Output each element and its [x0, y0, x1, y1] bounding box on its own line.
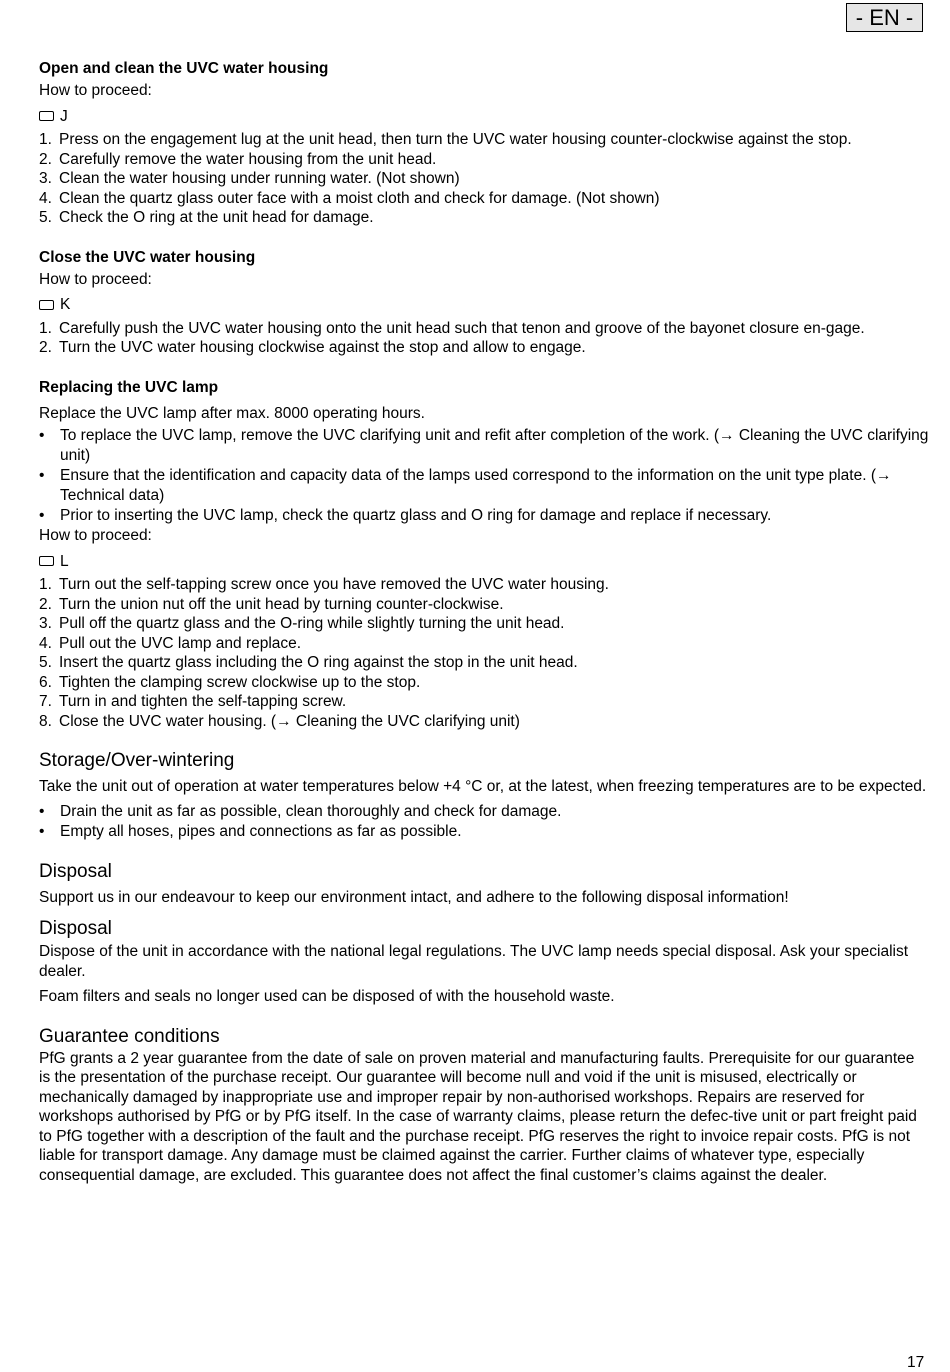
figure-icon	[39, 111, 54, 121]
list-item: • To replace the UVC lamp, remove the UVC clarifying unit and refit after completion of the work. (→ Cleaning the UVC clarifying unit)	[39, 427, 929, 464]
list-item: 2. Turn the union nut off the unit head by turning counter-clockwise.	[39, 595, 504, 613]
list-item: 4. Clean the quartz glass outer face with a moist cloth and check for damage. (Not shown)	[39, 189, 660, 207]
bullet-list	[39, 802, 929, 842]
section-guarantee	[39, 1025, 929, 1186]
steps-list	[39, 575, 929, 731]
heading: Guarantee conditions	[39, 1025, 220, 1047]
list-item: 7. Turn in and tighten the self-tapping screw.	[39, 693, 347, 710]
section-title: Close the UVC water housing	[39, 248, 256, 266]
heading: Disposal	[39, 860, 112, 882]
list-item: 2. Carefully remove the water housing from the unit head.	[39, 150, 437, 168]
section-open-clean	[39, 59, 929, 228]
body-text: Take the unit out of operation at water temperatures below +4 °C or, at the latest, when freezing temperatures are to be expected.	[39, 778, 927, 795]
figure-reference	[39, 107, 929, 127]
list-item: • Ensure that the identification and capacity data of the lamps used correspond to the information on the unit type plate. (→ Technical data)	[39, 467, 892, 504]
heading: Disposal	[39, 918, 112, 939]
page-number: 17	[907, 1354, 925, 1371]
section-title: Open and clean the UVC water housing	[39, 60, 329, 77]
section-replace-lamp	[39, 378, 929, 732]
language-badge: - EN -	[846, 3, 923, 32]
steps-list	[39, 130, 929, 228]
figure-reference	[39, 552, 929, 572]
section-disposal	[39, 860, 929, 908]
list-item: 1. Carefully push the UVC water housing onto the unit head such that tenon and groove of the bayonet closure en-gage.	[39, 319, 865, 337]
body-text: Dispose of the unit in accordance with the national legal regulations. The UVC lamp needs special disposal. Ask your specialist dealer.	[39, 943, 909, 980]
section-close-housing	[39, 248, 929, 358]
figure-letter: K	[60, 296, 71, 313]
figure-letter: J	[60, 107, 68, 125]
list-item: 3. Pull off the quartz glass and the O-ring while slightly turning the unit head.	[39, 615, 565, 632]
list-item: 6. Tighten the clamping screw clockwise up to the stop.	[39, 673, 421, 691]
how-to-proceed: How to proceed:	[39, 82, 152, 99]
steps-list	[39, 319, 929, 358]
list-item: 8. Close the UVC water housing. (→ Cleaning the UVC clarifying unit)	[39, 712, 520, 730]
list-item: • Empty all hoses, pipes and connections as far as possible.	[39, 822, 462, 840]
how-to-proceed: How to proceed:	[39, 527, 152, 544]
page-content	[39, 59, 929, 1185]
list-item: 4. Pull out the UVC lamp and replace.	[39, 634, 302, 652]
intro-text: Replace the UVC lamp after max. 8000 operating hours.	[39, 404, 425, 422]
body-text: Support us in our endeavour to keep our environment intact, and adhere to the following disposal information!	[39, 888, 789, 906]
list-item: 5. Check the O ring at the unit head for damage.	[39, 209, 374, 226]
list-item: 5. Insert the quartz glass including the O ring against the stop in the unit head.	[39, 654, 578, 671]
figure-icon	[39, 300, 54, 310]
heading: Storage/Over-wintering	[39, 750, 235, 771]
section-disposal-2	[39, 917, 929, 1007]
figure-icon	[39, 556, 54, 566]
figure-letter: L	[60, 552, 69, 570]
list-item: 2. Turn the UVC water housing clockwise against the stop and allow to engage.	[39, 339, 586, 356]
body-text: PfG grants a 2 year guarantee from the date of sale on proven material and manufacturing faults. Prerequisite for our guarantee is the presentation of the purchase receipt. Our guarantee will become null and void if the unit is misused, electrically or mechanically damaged by inappropriate use and improper repair by non-authorised workshops. Repairs are reserved for workshops authorised by PfG or by PfG itself. In the case of warranty claims, please return the defec-tive unit or part freight paid to PfG together with a description of the fault and the purchase receipt. PfG reserves the right to invoice repair costs. PfG is not liable for transport damage. Any damage must be claimed against the carrier. Further claims of whatever type, especially consequential damage, are excluded. This guarantee does not affect the final customer’s claims against the dealer.	[39, 1049, 917, 1184]
list-item: • Prior to inserting the UVC lamp, check the quartz glass and O ring for damage and replace if necessary.	[39, 507, 772, 524]
list-item: 1. Turn out the self-tapping screw once you have removed the UVC water housing.	[39, 576, 609, 593]
body-text: Foam filters and seals no longer used can be disposed of with the household waste.	[39, 988, 615, 1005]
section-title: Replacing the UVC lamp	[39, 378, 219, 396]
figure-reference	[39, 295, 929, 315]
list-item: 3. Clean the water housing under running water. (Not shown)	[39, 170, 460, 187]
bullet-list	[39, 426, 929, 526]
list-item: 1. Press on the engagement lug at the unit head, then turn the UVC water housing counter-clockwise against the stop.	[39, 131, 852, 148]
how-to-proceed: How to proceed:	[39, 270, 152, 288]
list-item: • Drain the unit as far as possible, clean thoroughly and check for damage.	[39, 802, 562, 820]
section-storage	[39, 749, 929, 842]
